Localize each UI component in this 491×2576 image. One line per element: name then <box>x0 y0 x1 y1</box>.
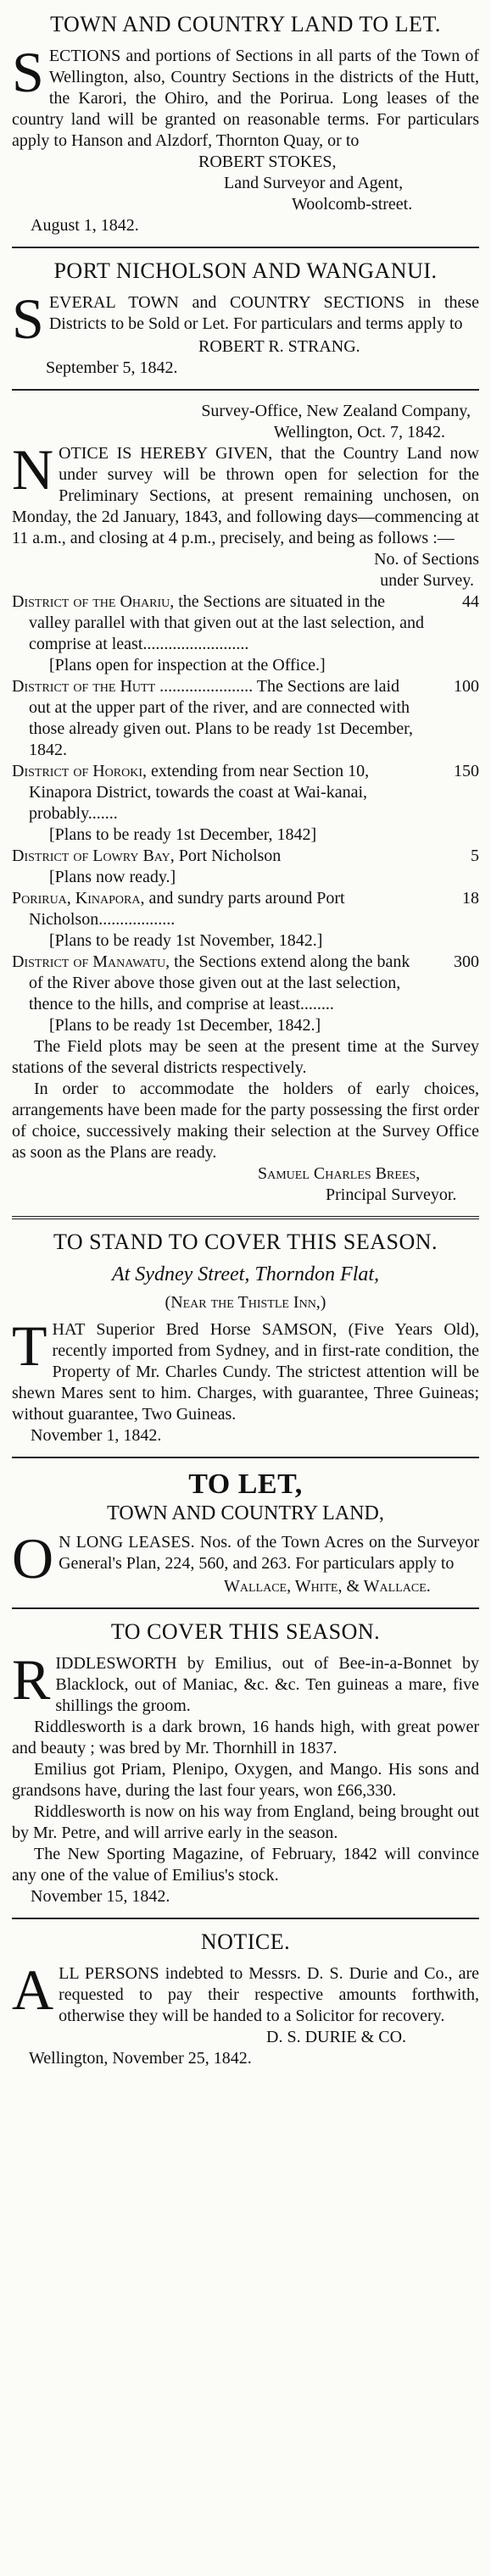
district-note: [Plans to be ready 1st December, 1842.] <box>49 1016 321 1035</box>
advert-port-nicholson <box>12 258 479 379</box>
advert-heading: TO LET, <box>188 1468 303 1500</box>
section-count: 150 <box>454 762 479 780</box>
district-note: [Plans to be ready 1st December, 1842] <box>49 825 317 844</box>
advert-heading: TO STAND TO COVER THIS SEASON. <box>53 1230 438 1254</box>
signer-name: ROBERT R. STRANG. <box>198 337 360 356</box>
column-heading: under Survey. <box>380 571 474 590</box>
divider <box>12 1918 479 1919</box>
section-count: 300 <box>454 952 479 971</box>
district-text: ...................... The Sections are laid out at the upper part of the river, and are connected with those already given out. Plans to be ready 1st December, 1842. <box>29 677 413 759</box>
district-text: the Sections extend along the bank of the River above those given out at the last selection, thence to the hills, and comprise at least........ <box>29 952 410 1013</box>
signer-address: Woolcomb-street. <box>292 195 413 214</box>
advert-subheading: TOWN AND COUNTRY LAND, <box>107 1502 384 1524</box>
district-name: District of Lowry Bay, <box>12 847 175 865</box>
signer-name: D. S. DURIE & CO. <box>266 2028 407 2046</box>
district-name: District of the Ohariu, <box>12 592 175 611</box>
section-count: 18 <box>462 889 479 908</box>
advert-town-country-land <box>12 12 479 236</box>
paragraph: Riddlesworth is a dark brown, 16 hands high, with great power and beauty ; was bred by Mr. Thornhill in 1837. <box>12 1718 479 1757</box>
divider <box>12 247 479 248</box>
district-entry <box>12 952 479 1036</box>
section-count: 100 <box>454 677 479 696</box>
district-entry <box>12 676 479 761</box>
advert-heading: TO COVER THIS SEASON. <box>110 1619 381 1644</box>
district-text: Port Nicholson <box>178 847 282 865</box>
signer-name: ROBERT STOKES, <box>198 153 337 171</box>
advert-body: OTICE IS HEREBY GIVEN, that the Country Land now under survey will be thrown open for selection for the Preliminary Sections, at present remaining unchosen, on Monday, the 2d January, 1843, and following days—commencing at 11 a.m., and closing at 4 p.m., precisely, and being as follows :— <box>12 444 479 547</box>
advert-date: November 1, 1842. <box>31 1426 162 1445</box>
advert-to-let <box>12 1468 479 1597</box>
district-name: Porirua, Kinapora, <box>12 889 145 908</box>
advert-samson <box>12 1230 479 1446</box>
section-count: 5 <box>471 847 479 865</box>
advert-body: ECTIONS and portions of Sections in all parts of the Town of Wellington, also, Country Sections in the districts of the Hutt, the Karori, the Ohiro, and the Porirua. Long leases of the country land will be granted on reasonable terms. For particulars apply to Hanson and Alzdorf, Thornton Quay, or to <box>12 47 479 150</box>
paragraph: The New Sporting Magazine, of February, 1842 will convince any one of the value of Emilius's stock. <box>12 1845 479 1885</box>
district-name: District of Manawatu, <box>12 952 170 971</box>
district-name: District of Horoki, <box>12 762 148 780</box>
drop-cap: S <box>12 40 44 104</box>
advert-date: September 5, 1842. <box>46 358 178 377</box>
drop-cap: T <box>12 1313 47 1378</box>
advert-date: November 15, 1842. <box>31 1887 170 1906</box>
district-note: [Plans to be ready 1st November, 1842.] <box>49 931 323 950</box>
district-entry <box>12 888 479 952</box>
signer-name: Samuel Charles Brees, <box>258 1164 421 1183</box>
divider <box>12 1216 479 1219</box>
advert-body: EVERAL TOWN and COUNTRY SECTIONS in these Districts to be Sold or Let. For particulars and terms apply to <box>48 293 479 333</box>
column-heading: No. of Sections <box>374 550 479 569</box>
drop-cap: O <box>12 1526 54 1591</box>
section-count: 44 <box>462 592 479 611</box>
paragraph: The Field plots may be seen at the present time at the Survey stations of the several districts respectively. <box>12 1037 479 1077</box>
advert-date: August 1, 1842. <box>31 216 139 235</box>
district-text: and sundry parts around Port Nicholson.................. <box>29 889 345 929</box>
advert-subheading: At Sydney Street, Thorndon Flat, <box>111 1263 380 1285</box>
divider <box>12 389 479 391</box>
advert-riddlesworth <box>12 1619 479 1907</box>
district-entry <box>12 591 479 676</box>
advert-body: IDDLESWORTH by Emilius, out of Bee-in-a-Bonnet by Blacklock, out of Maniac, &c. &c. Ten guineas a mare, five shillings the groom. <box>55 1654 479 1715</box>
drop-cap: N <box>12 437 54 502</box>
advert-heading: TOWN AND COUNTRY LAND TO LET. <box>50 12 441 36</box>
district-entry <box>12 846 479 888</box>
advert-heading: NOTICE. <box>200 1929 291 1954</box>
drop-cap: R <box>12 1647 51 1712</box>
divider <box>12 1457 479 1458</box>
advert-heading: PORT NICHOLSON AND WANGANUI. <box>53 258 438 283</box>
district-text: the Sections are situated in the valley parallel with that given out at the last selection, and comprise at least......................... <box>29 592 424 653</box>
dateline: Wellington, Oct. 7, 1842. <box>273 423 445 441</box>
signer-title: Principal Surveyor. <box>326 1185 457 1204</box>
district-name: District of the Hutt <box>12 677 156 696</box>
paragraph: Emilius got Priam, Plenipo, Oxygen, and Mango. His sons and grandsons have, during the last four years, won £66,330. <box>12 1760 479 1800</box>
signer-name: Wallace, White, & Wallace. <box>224 1577 431 1596</box>
advert-subheading: (Near the Thistle Inn,) <box>165 1293 326 1312</box>
advert-notice-durie <box>12 1929 479 2069</box>
district-text: extending from near Section 10, Kinapora District, towards the coast at Wai-kanai, probably....... <box>29 762 370 823</box>
paragraph: In order to accommodate the holders of early choices, arrangements have been made for the party possessing the first order of choice, successively making their selection at the Survey Office as soon as the Plans are ready. <box>12 1080 479 1162</box>
paragraph: Riddlesworth is now on his way from England, being brought out by Mr. Petre, and will arrive early in the season. <box>12 1802 479 1842</box>
drop-cap: A <box>12 1957 54 2022</box>
advert-body: HAT Superior Bred Horse SAMSON, (Five Years Old), recently imported from Sydney, and in first-rate condition, the Property of Mr. Charles Cundy. The strictest attention will be shewn Mares sent to him. Charges, with guarantee, Three Guineas; without guarantee, Two Guineas. <box>12 1320 479 1424</box>
advert-body: N LONG LEASES. Nos. of the Town Acres on the Surveyor General's Plan, 224, 560, and 263. For particulars apply to <box>59 1533 479 1573</box>
advert-date: Wellington, November 25, 1842. <box>29 2049 252 2068</box>
dateline: Survey-Office, New Zealand Company, <box>201 402 471 420</box>
divider <box>12 1607 479 1609</box>
district-entry <box>12 761 479 846</box>
advert-body: LL PERSONS indebted to Messrs. D. S. Durie and Co., are requested to pay their respective amounts forthwith, otherwise they will be handed to a Solicitor for recovery. <box>59 1964 479 2025</box>
district-note: [Plans now ready.] <box>49 868 176 886</box>
signer-title: Land Surveyor and Agent, <box>224 174 404 192</box>
drop-cap: S <box>12 286 44 351</box>
advert-survey-notice <box>12 401 479 1206</box>
district-note: [Plans open for inspection at the Office.] <box>49 656 326 675</box>
